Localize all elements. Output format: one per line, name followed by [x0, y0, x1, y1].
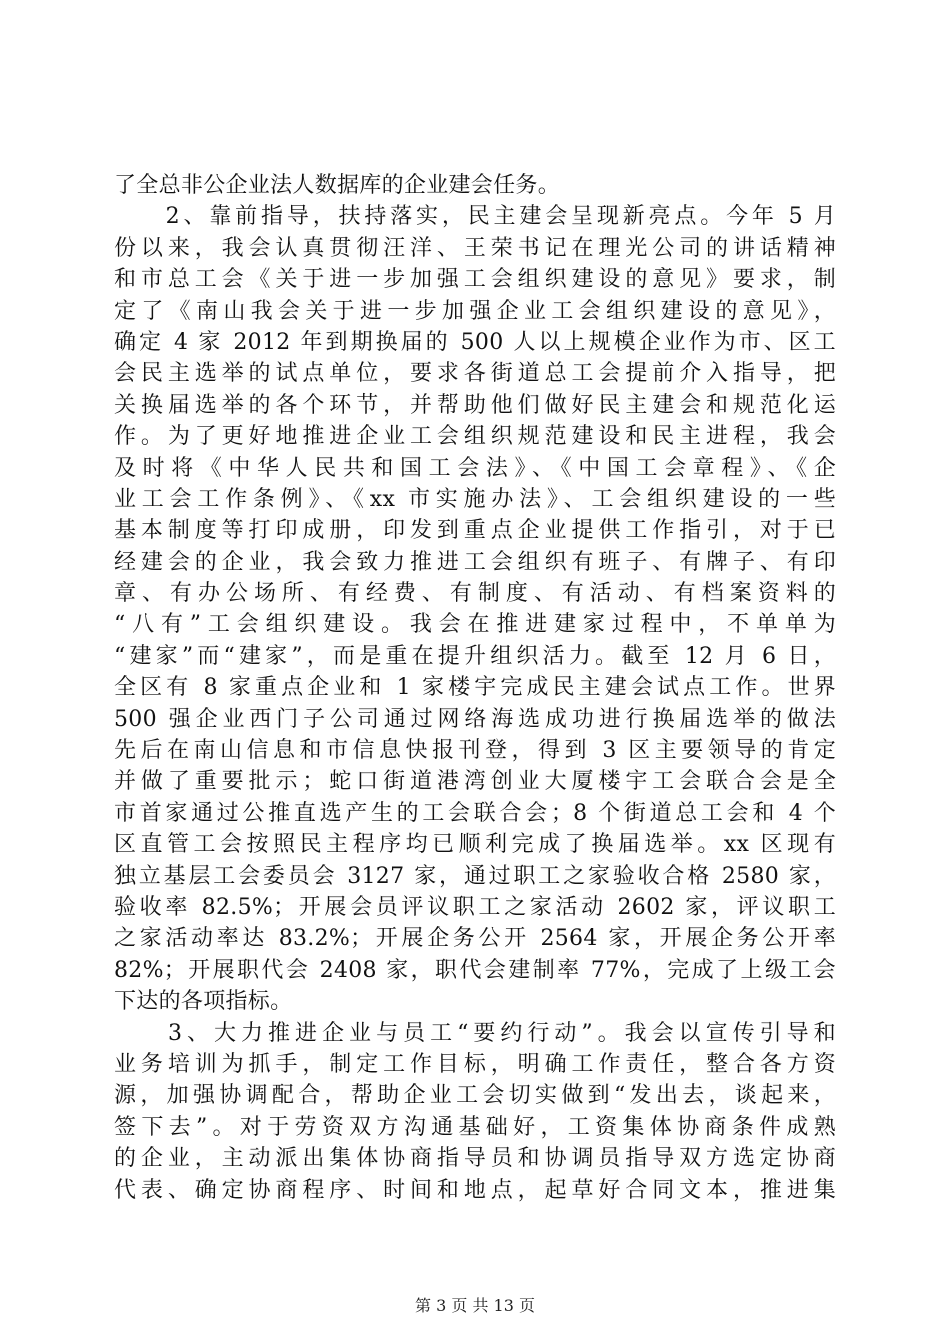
paragraph-line: 之家活动率达 83.2%；开展企务公开 2564 家，开展企务公开率: [114, 926, 836, 952]
paragraph-line: 500 强企业西门子公司通过网络海选成功进行换届选举的做法: [114, 706, 836, 732]
paragraph-line: 的企业，主动派出集体协商指导员和协调员指导双方选定协商: [114, 1146, 836, 1172]
paragraph-line: 并做了重要批示；蛇口街道港湾创业大厦楼宇工会联合会是全: [114, 769, 836, 795]
paragraph-line: 定了《南山我会关于进一步加强企业工会组织建设的意见》，: [114, 298, 836, 324]
paragraph-line: 下达的各项指标。: [114, 989, 293, 1015]
page-number-footer: 第 3 页 共 13 页: [415, 1296, 535, 1315]
paragraph-line: 业务培训为抓手，制定工作目标，明确工作责任，整合各方资: [114, 1051, 836, 1077]
paragraph-line: 关换届选举的各个环节，并帮助他们做好民主建会和规范化运: [114, 392, 836, 418]
paragraph-line: 和市总工会《关于进一步加强工会组织建设的意见》要求，制: [114, 267, 836, 293]
paragraph-line: 3、大力推进企业与员工“要约行动”。我会以宣传引导和: [114, 1020, 836, 1046]
paragraph-line: “八有”工会组织建设。我会在推进建家过程中，不单单为: [114, 612, 836, 638]
document-body: [114, 170, 836, 1206]
paragraph-line: 签下去”。对于劳资双方沟通基础好，工资集体协商条件成熟: [114, 1114, 836, 1140]
paragraph-line: 份以来，我会认真贯彻汪洋、王荣书记在理光公司的讲话精神: [114, 235, 836, 261]
paragraph-line: 章、有办公场所、有经费、有制度、有活动、有档案资料的: [114, 581, 836, 607]
paragraph-line: 先后在南山信息和市信息快报刊登，得到 3 区主要领导的肯定: [114, 738, 836, 764]
paragraph-line: 全区有 8 家重点企业和 1 家楼宇完成民主建会试点工作。世界: [114, 675, 836, 701]
paragraph-line: 独立基层工会委员会 3127 家，通过职工之家验收合格 2580 家，: [114, 863, 836, 889]
paragraph-line: 了全总非公企业法人数据库的企业建会任务。: [114, 173, 561, 198]
paragraph-line: 及时将《中华人民共和国工会法》、《中国工会章程》、《企: [114, 455, 836, 481]
paragraph-line: 会民主选举的试点单位，要求各街道总工会提前介入指导，把: [114, 361, 836, 387]
paragraph-line: 确定 4 家 2012 年到期换届的 500 人以上规模企业作为市、区工: [114, 329, 836, 355]
paragraph-line: “建家”而“建家”，而是重在提升组织活力。截至 12 月 6 日，: [114, 643, 836, 669]
paragraph-line: 代表、确定协商程序、时间和地点，起草好合同文本，推进集: [114, 1177, 836, 1203]
paragraph-line: 作。为了更好地推进企业工会组织规范建设和民主进程，我会: [114, 424, 836, 450]
paragraph-line: 验收率 82.5%；开展会员评议职工之家活动 2602 家，评议职工: [114, 894, 836, 920]
paragraph-line: 市首家通过公推直选产生的工会联合会；8 个街道总工会和 4 个: [114, 800, 836, 826]
paragraph-line: 82%；开展职代会 2408 家，职代会建制率 77%，完成了上级工会: [114, 957, 836, 983]
paragraph-line: 源，加强协调配合，帮助企业工会切实做到“发出去，谈起来，: [114, 1083, 836, 1109]
paragraph-line: 基本制度等打印成册，印发到重点企业提供工作指引，对于已: [114, 518, 836, 544]
paragraph-line: 业工会工作条例》、《xx 市实施办法》、工会组织建设的一些: [114, 486, 836, 512]
paragraph-line: 经建会的企业，我会致力推进工会组织有班子、有牌子、有印: [114, 549, 836, 575]
paragraph-line: 2、靠前指导，扶持落实，民主建会呈现新亮点。今年 5 月: [114, 204, 836, 230]
paragraph-line: 区直管工会按照民主程序均已顺利完成了换届选举。xx 区现有: [114, 832, 836, 858]
